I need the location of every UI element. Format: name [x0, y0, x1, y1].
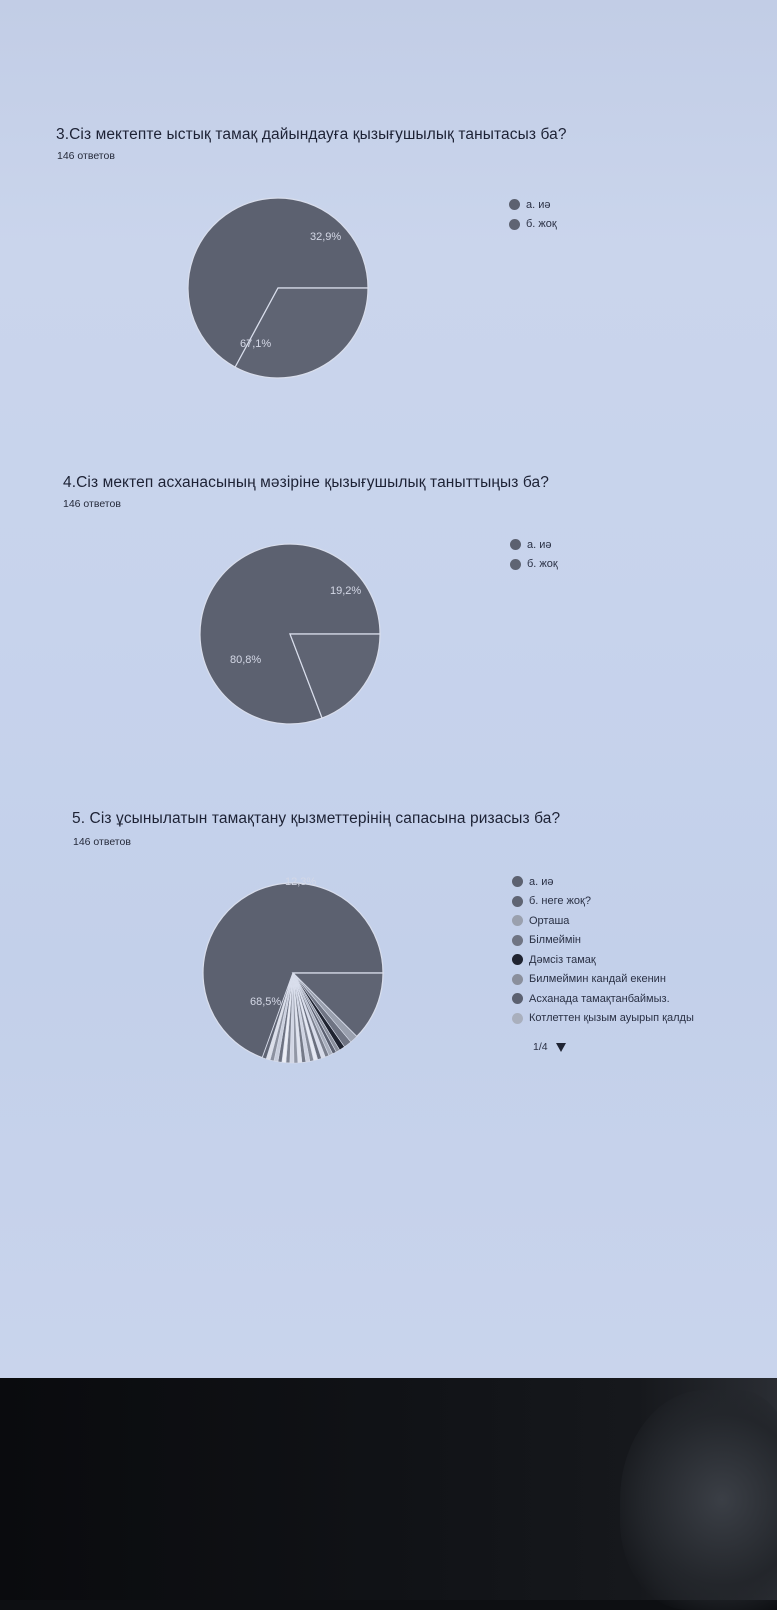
legend-swatch [509, 219, 520, 230]
legend-swatch [512, 935, 523, 946]
legend-item [512, 872, 694, 892]
legend-label: а. иә [526, 198, 551, 211]
legend-label: б. жоқ [526, 218, 557, 231]
legend-label: Котлеттен қызым ауырып қалды [529, 1012, 694, 1025]
slice-data-label: 32,9% [310, 231, 342, 243]
legend-pager[interactable] [533, 1041, 566, 1053]
legend-item [512, 931, 694, 951]
legend-swatch [512, 915, 523, 926]
chart1-question: 3.Сіз мектепте ыстық тамақ дайындауға қызығушылық танытасыз ба? [56, 126, 567, 143]
legend-item [512, 911, 694, 931]
legend-swatch [512, 1013, 523, 1024]
legend-label: б. жоқ [527, 558, 558, 571]
legend-swatch [510, 559, 521, 570]
chart2-legend [510, 535, 558, 574]
slice-data-label: 80,8% [230, 654, 262, 666]
chart3-response-count: 146 ответов [73, 836, 131, 848]
legend-label: Асханада тамақтанбаймыз. [529, 992, 670, 1005]
legend-item [512, 970, 694, 990]
legend-item [512, 989, 694, 1009]
pager-label: 1/4 [533, 1041, 548, 1053]
legend-item [512, 1009, 694, 1029]
chart2-response-count: 146 ответов [63, 498, 121, 510]
legend-item [509, 195, 557, 215]
legend-label: б. неге жоқ? [529, 895, 591, 908]
legend-label: Билмеймин кандай екенин [529, 973, 666, 986]
chart3-legend [512, 872, 694, 1028]
legend-swatch [512, 974, 523, 985]
legend-label: Дәмсіз тамақ [529, 953, 596, 966]
slice-data-label: 67,1% [240, 338, 272, 350]
legend-swatch [512, 876, 523, 887]
chart3-pie [195, 875, 395, 1075]
legend-label: а. иә [529, 875, 554, 888]
legend-swatch [510, 539, 521, 550]
legend-swatch [512, 896, 523, 907]
slice-data-label: 12,3% [285, 876, 317, 888]
legend-swatch [512, 954, 523, 965]
legend-item [512, 950, 694, 970]
legend-swatch [509, 199, 520, 210]
pager-next-icon[interactable] [556, 1043, 566, 1052]
chart2-question: 4.Сіз мектеп асханасының мәзіріне қызығушылық танытты​ңыз ба? [63, 474, 549, 491]
legend-label: Білмеймін [529, 934, 581, 947]
fabric-corner [620, 1390, 777, 1610]
chart1-response-count: 146 ответов [57, 150, 115, 162]
slice-data-label: 19,2% [330, 585, 362, 597]
chart3-question: 5. Сіз ұсынылатын тамақтану қызметтерінің сапасына ризасыз ба? [72, 810, 561, 827]
slice-data-label: 68,5% [250, 996, 282, 1008]
chart1-legend [509, 195, 557, 234]
legend-label: Орташа [529, 914, 570, 927]
legend-item [510, 555, 558, 575]
chart1-pie [180, 190, 380, 390]
legend-item [512, 892, 694, 912]
legend-item [510, 535, 558, 555]
legend-item [509, 215, 557, 235]
legend-swatch [512, 993, 523, 1004]
chart2-pie [190, 535, 390, 735]
legend-label: а. иә [527, 538, 552, 551]
